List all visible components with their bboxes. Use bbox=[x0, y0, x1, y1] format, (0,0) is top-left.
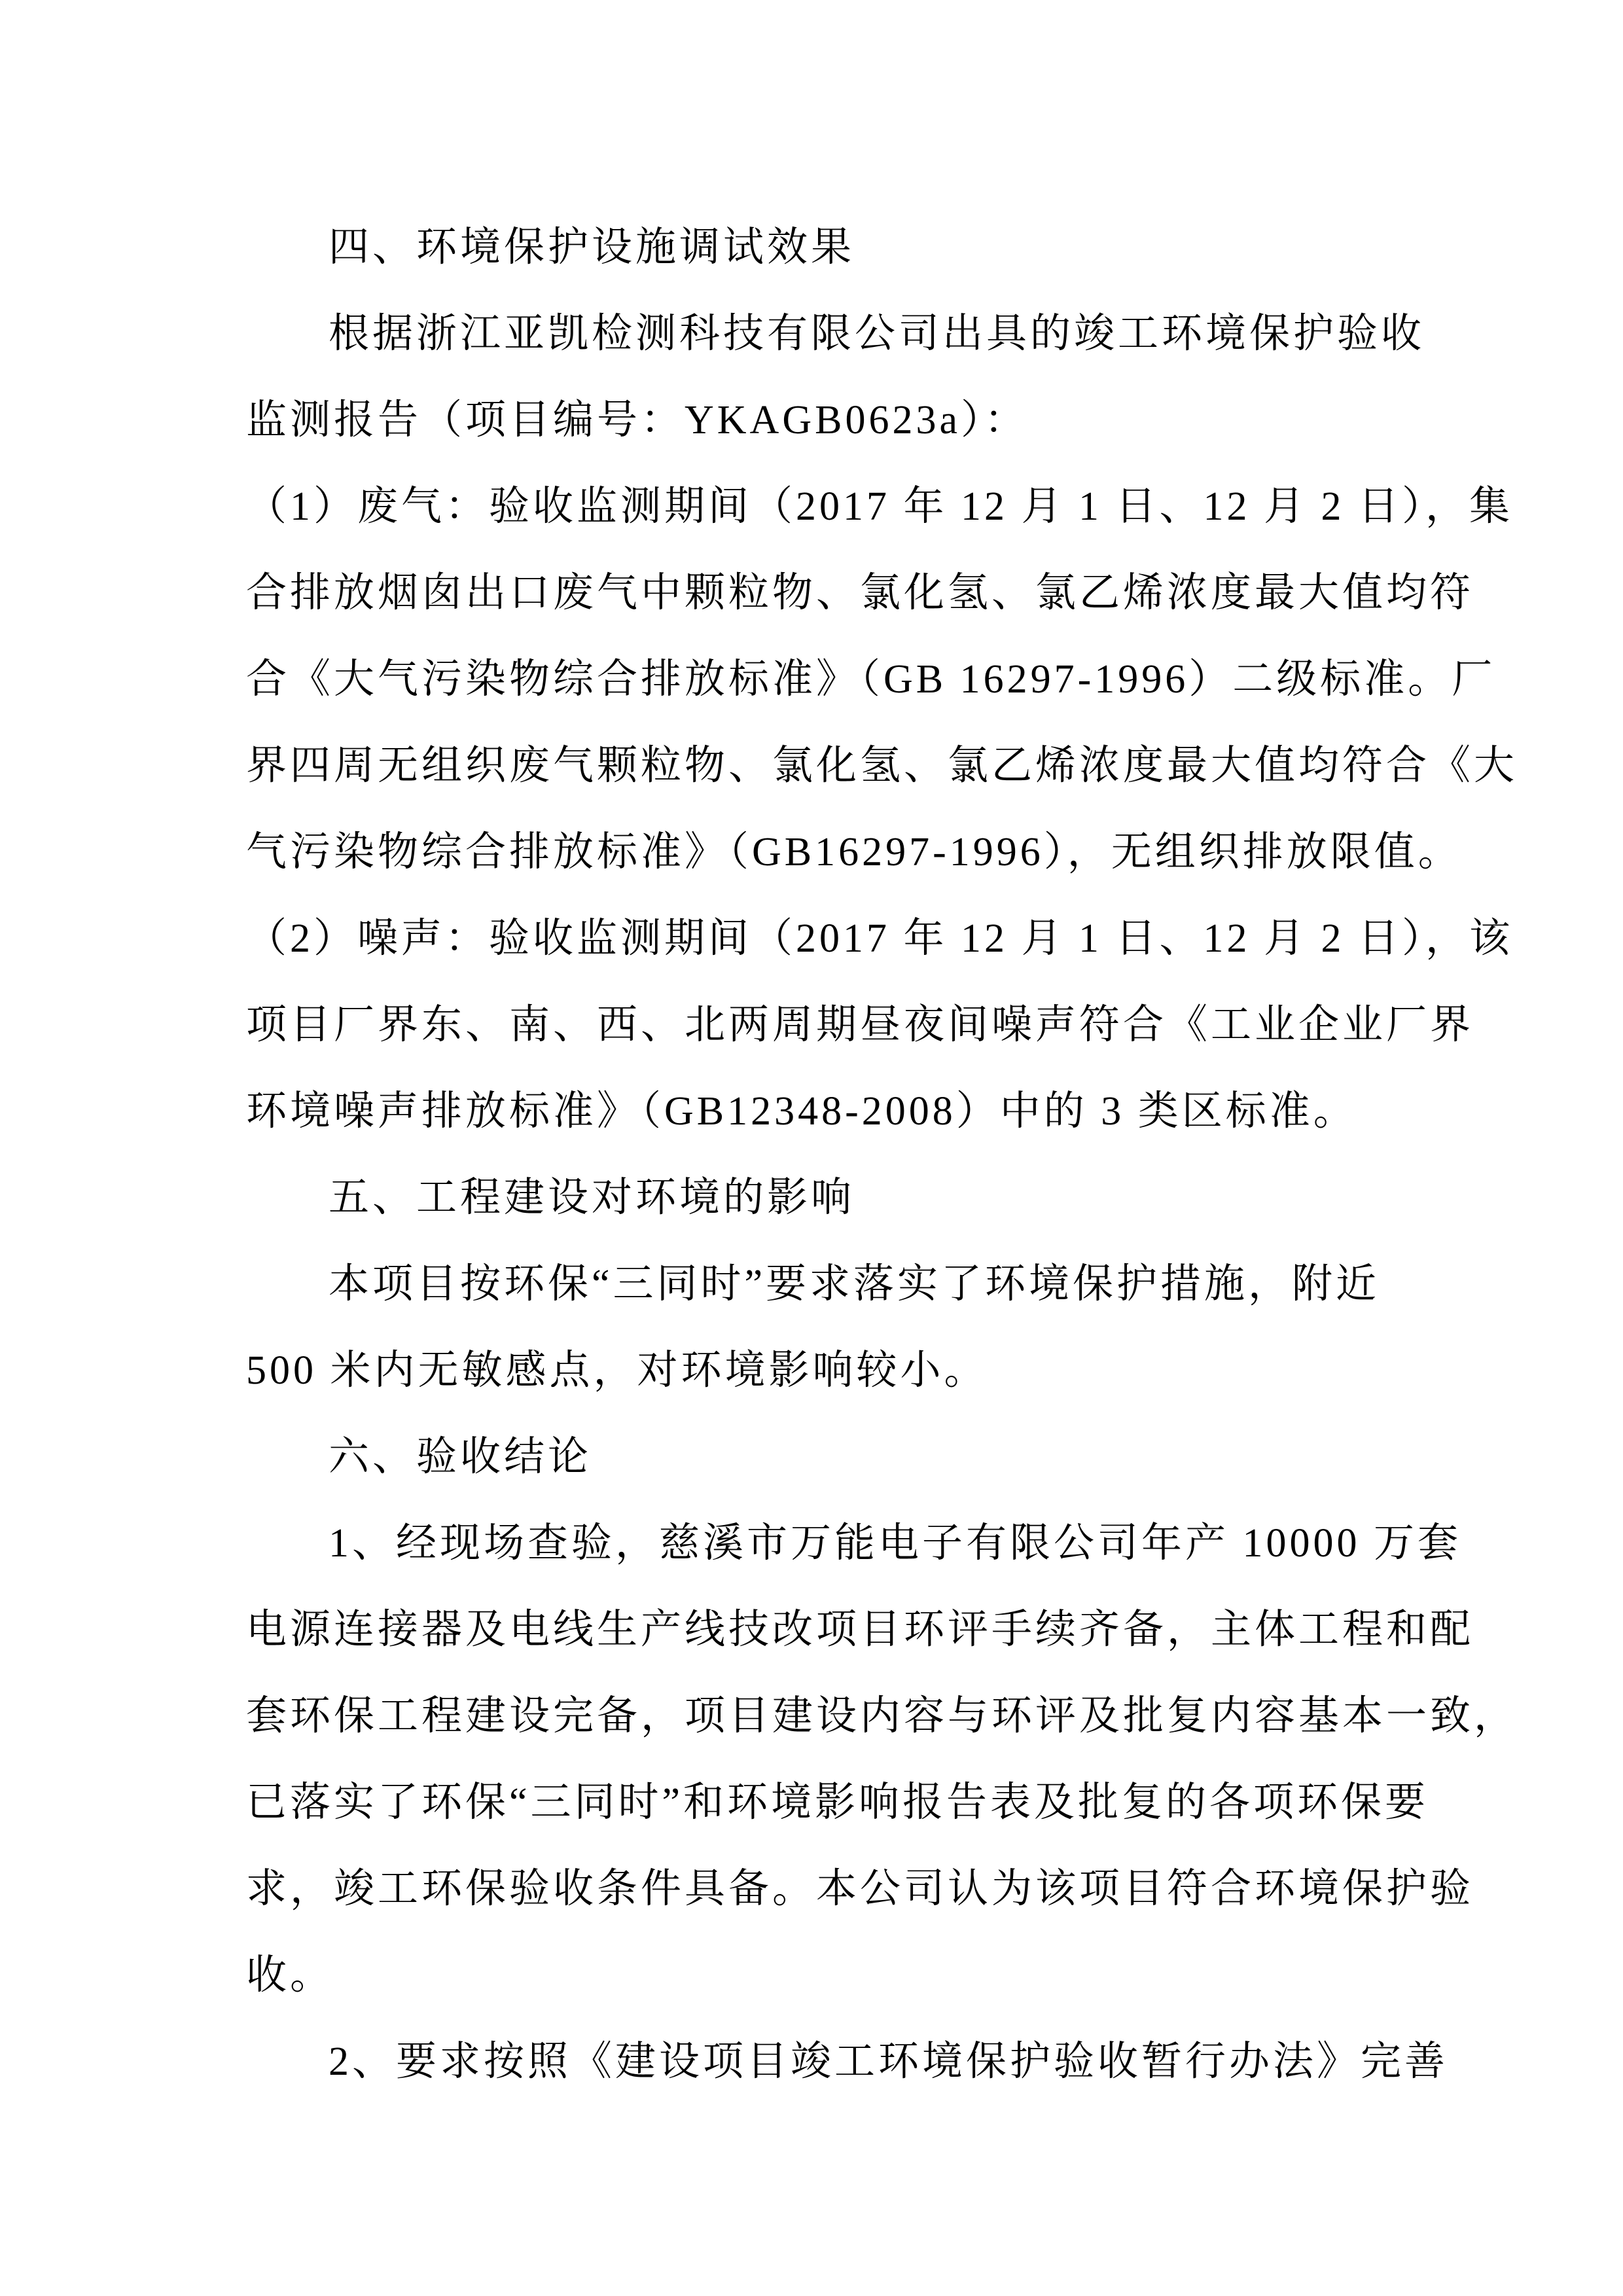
text-line: 已落实了环保“三同时”和环境影响报告表及批复的各项环保要 bbox=[246, 1780, 1429, 1825]
section-heading: 六、验收结论 bbox=[329, 1435, 592, 1479]
document-text-block bbox=[246, 204, 1518, 2105]
text-line: 根据浙江亚凯检测科技有限公司出具的竣工环境保护验收 bbox=[329, 312, 1425, 356]
text-line: 电源连接器及电线生产线技改项目环评手续齐备，主体工程和配 bbox=[246, 1607, 1474, 1652]
text-line: 收。 bbox=[246, 1953, 334, 1998]
text-line: 合《大气污染物综合排放标准》（GB 16297-1996）二级标准。厂 bbox=[246, 657, 1496, 702]
text-line: 2、要求按照《建设项目竣工环境保护验收暂行办法》完善 bbox=[329, 2039, 1449, 2084]
text-line: 合排放烟囱出口废气中颗粒物、氯化氢、氯乙烯浓度最大值均符 bbox=[246, 571, 1474, 615]
text-line: 本项目按环保“三同时”要求落实了环境保护措施，附近 bbox=[329, 1262, 1380, 1306]
text-line: 环境噪声排放标准》（GB12348-2008）中的 3 类区标准。 bbox=[246, 1089, 1357, 1134]
text-line: 项目厂界东、南、西、北两周期昼夜间噪声符合《工业企业厂界 bbox=[246, 1003, 1474, 1047]
section-heading: 五、工程建设对环境的影响 bbox=[329, 1175, 855, 1220]
text-line: 1、经现场查验，慈溪市万能电子有限公司年产 10000 万套 bbox=[329, 1521, 1462, 1566]
text-line: 界四周无组织废气颗粒物、氯化氢、氯乙烯浓度最大值均符合《大 bbox=[246, 744, 1518, 788]
text-line: 求，竣工环保验收条件具备。本公司认为该项目符合环境保护验 bbox=[246, 1867, 1474, 1911]
text-line: 500 米内无敏感点，对环境影响较小。 bbox=[246, 1348, 988, 1393]
text-line: （2）噪声：验收监测期间（2017 年 12 月 1 日、12 月 2 日），该 bbox=[246, 916, 1514, 961]
text-line: 套环保工程建设完备，项目建设内容与环评及批复内容基本一致， bbox=[246, 1694, 1518, 1738]
section-heading: 四、环境保护设施调试效果 bbox=[329, 225, 855, 270]
text-line: 气污染物综合排放标准》（GB16297-1996），无组织排放限值。 bbox=[246, 830, 1462, 874]
text-line: 监测报告（项目编号：YKAGB0623a）： bbox=[246, 398, 1028, 442]
text-line: （1）废气：验收监测期间（2017 年 12 月 1 日、12 月 2 日），集 bbox=[246, 484, 1514, 529]
